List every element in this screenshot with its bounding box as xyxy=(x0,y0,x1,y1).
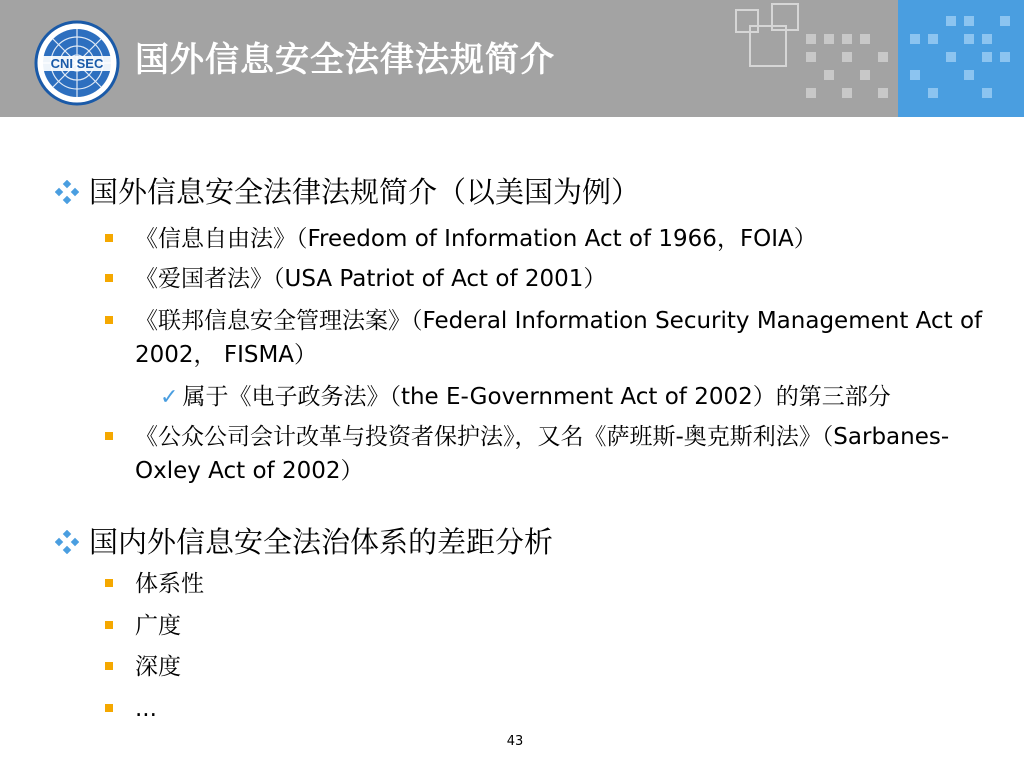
sub-list-item-text: 属于《电子政务法》（the E-Government Act of 2002）的第三部分 xyxy=(182,384,891,410)
list-item xyxy=(105,650,985,684)
list-item-text: 《爱国者法》（USA Patriot of Act of 2001） xyxy=(135,266,607,292)
section-heading-text: 国内外信息安全法治体系的差距分析 xyxy=(89,525,554,559)
sub-list-item xyxy=(160,378,891,411)
list-item-text: 《信息自由法》（Freedom of Information Act of 1966，FOIA） xyxy=(135,226,817,252)
list-item-text: 《公众公司会计改革与投资者保护法》，又名《萨班斯-奥克斯利法》（Sarbanes-Oxley Act of 2002） xyxy=(135,424,950,484)
list-item-text: 广度 xyxy=(135,613,181,639)
logo-text: CNI SEC xyxy=(50,56,104,71)
list-item-text: 体系性 xyxy=(135,571,204,597)
square-bullet-icon xyxy=(105,432,113,440)
square-bullet-icon xyxy=(105,662,113,670)
page-number: 43 xyxy=(506,734,524,749)
list-item-text: 深度 xyxy=(135,654,181,680)
square-bullet-icon xyxy=(105,704,113,712)
list-item xyxy=(105,567,985,601)
list-item xyxy=(105,262,985,296)
list-item xyxy=(105,420,985,488)
square-bullet-icon xyxy=(105,234,113,242)
diamond-bullet-icon xyxy=(55,530,79,554)
list-item-text: 《联邦信息安全管理法案》（Federal Information Security Management Act of 2002， FISMA） xyxy=(135,308,983,368)
checkmark-icon: ✓ xyxy=(160,385,179,410)
list-item xyxy=(105,692,985,726)
square-bullet-icon xyxy=(105,621,113,629)
list-item xyxy=(105,609,985,643)
square-bullet-icon xyxy=(105,274,113,282)
square-bullet-icon xyxy=(105,579,113,587)
square-bullet-icon xyxy=(105,316,113,324)
diamond-bullet-icon xyxy=(55,180,79,204)
list-item xyxy=(105,222,985,256)
section-heading-text: 国外信息安全法律法规简介（以美国为例） xyxy=(89,175,641,209)
section-heading xyxy=(55,520,553,561)
section-heading xyxy=(55,170,640,211)
page-title: 国外信息安全法律法规简介 xyxy=(135,40,555,80)
list-item xyxy=(105,304,985,372)
list-item-text: ... xyxy=(135,696,157,722)
